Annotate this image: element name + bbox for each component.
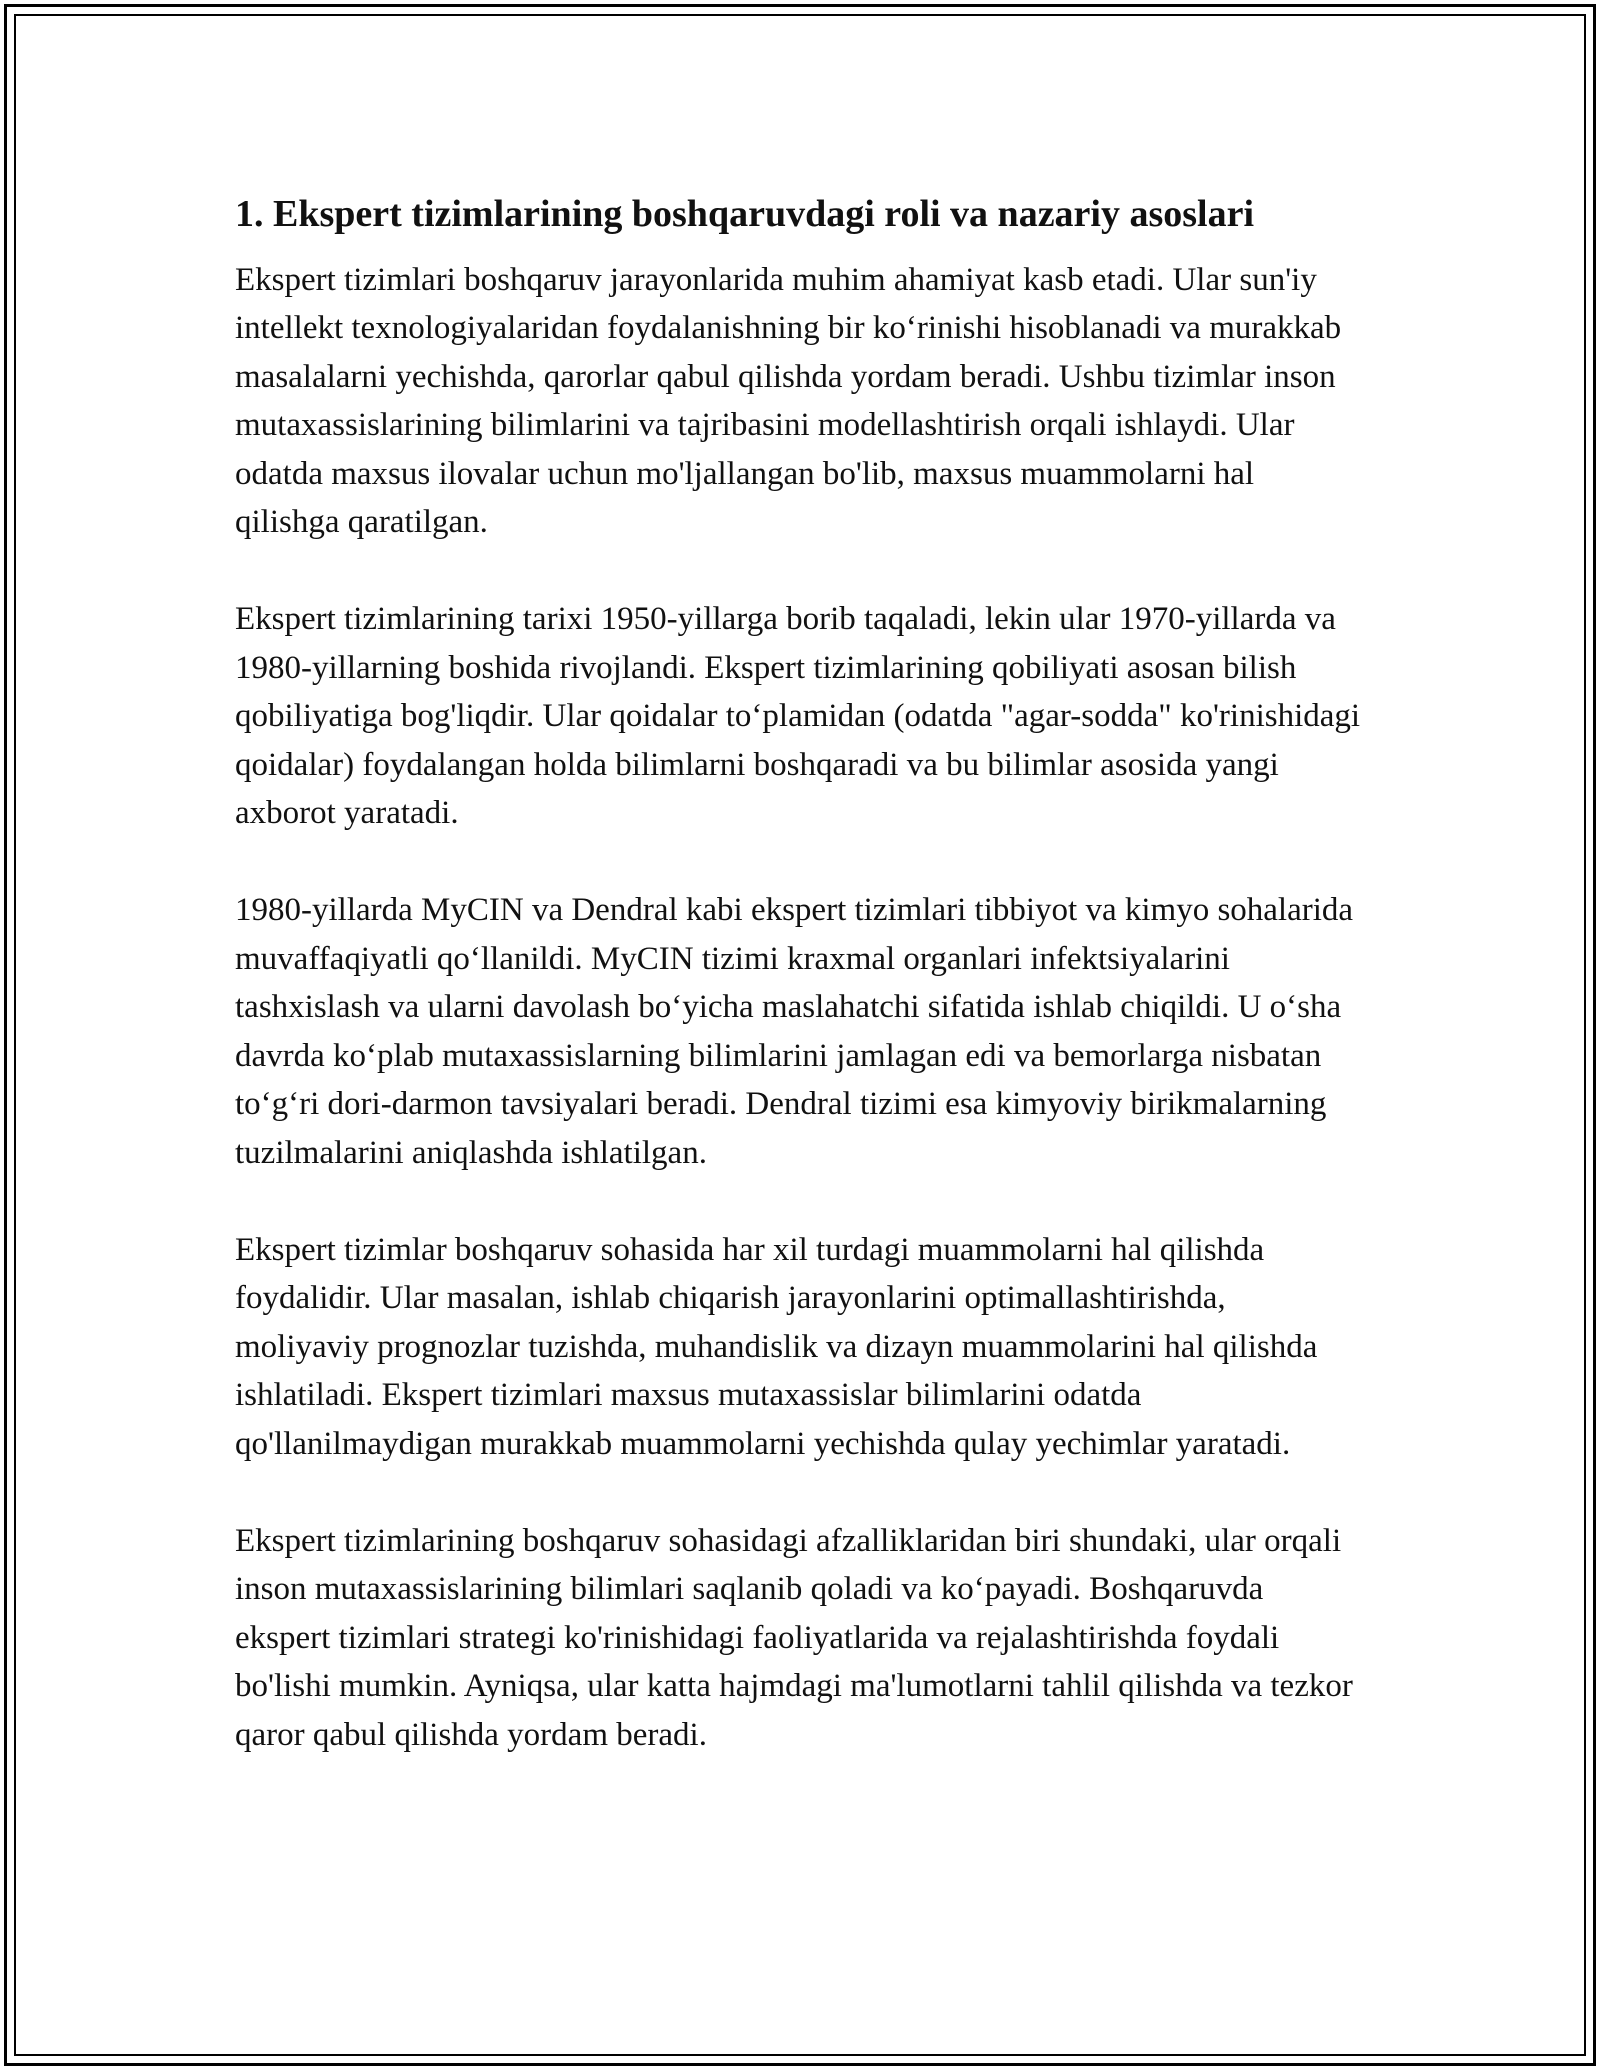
paragraph-advantages: Ekspert tizimlarining boshqaruv sohasidagi afzalliklaridan biri shundaki, ular orqali inson mutaxassislarining bilimlari saqlanib qoladi va ko‘payadi. Boshqaruvda ekspert tizimlari strategi ko'rinishidagi faoliyatlarida va rejalashtirishda foydali bo'lishi mumkin. Ayniqsa, ular katta hajmdagi ma'lumotlarni tahlil qilishda va tezkor qaror qabul qilishda yordam beradi. bbox=[235, 1522, 1353, 1753]
paragraph-history: Ekspert tizimlarining tarixi 1950-yillarga borib taqaladi, lekin ular 1970-yillarda va 1980-yillarning boshida rivojlandi. Ekspert tizimlarining qobiliyati asosan bilish qobiliyatiga bog'liqdir. Ular qoidalar to‘plamidan (odatda "agar-sodda" ko'rinishidagi qoidalar) foydalangan holda bilimlarni boshqaradi va bu bilimlar asosida yangi axborot yaratadi. bbox=[235, 601, 1361, 832]
section-heading: 1. Ekspert tizimlarining boshqaruvdagi roli va nazariy asoslari bbox=[235, 193, 1255, 235]
paragraph-applications: Ekspert tizimlar boshqaruv sohasida har xil turdagi muammolarni hal qilishda foydalidir. Ular masalan, ishlab chiqarish jarayonlarini optimallashtirishda, moliyaviy prognozlar tuzishda, muhandislik va dizayn muammolarini hal qilishda ishlatiladi. Ekspert tizimlari maxsus mutaxassislar bilimlarini odatda qo'llanilmaydigan murakkab muammolarni yechishda qulay yechimlar yaratadi. bbox=[235, 1231, 1318, 1462]
paragraph-intro: Ekspert tizimlari boshqaruv jarayonlarida muhim ahamiyat kasb etadi. Ular sun'iy intellekt texnologiyalaridan foydalanishning bir ko‘rinishi hisoblanadi va murakkab masalalarni yechishda, qarorlar qabul qilishda yordam beradi. Ushbu tizimlar inson mutaxassislarining bilimlarini va tajribasini modellashtirish orqali ishlaydi. Ular odatda maxsus ilovalar uchun mo'ljallangan bo'lib, maxsus muammolarni hal qilishga qaratilgan. bbox=[235, 262, 1342, 541]
document-body bbox=[235, 188, 1365, 1759]
paragraph-examples: 1980-yillarda MyCIN va Dendral kabi ekspert tizimlari tibbiyot va kimyo sohalarida muvaffaqiyatli qo‘llanildi. MyCIN tizimi kraxmal organlari infektsiyalarini tashxislash va ularni davolash bo‘yicha maslahatchi sifatida ishlab chiqildi. U o‘sha davrda ko‘plab mutaxassislarning bilimlarini jamlagan edi va bemorlarga nisbatan to‘g‘ri dori-darmon tavsiyalari beradi. Dendral tizimi esa kimyoviy birikmalarning tuzilmalarini aniqlashda ishlatilgan. bbox=[235, 892, 1354, 1171]
